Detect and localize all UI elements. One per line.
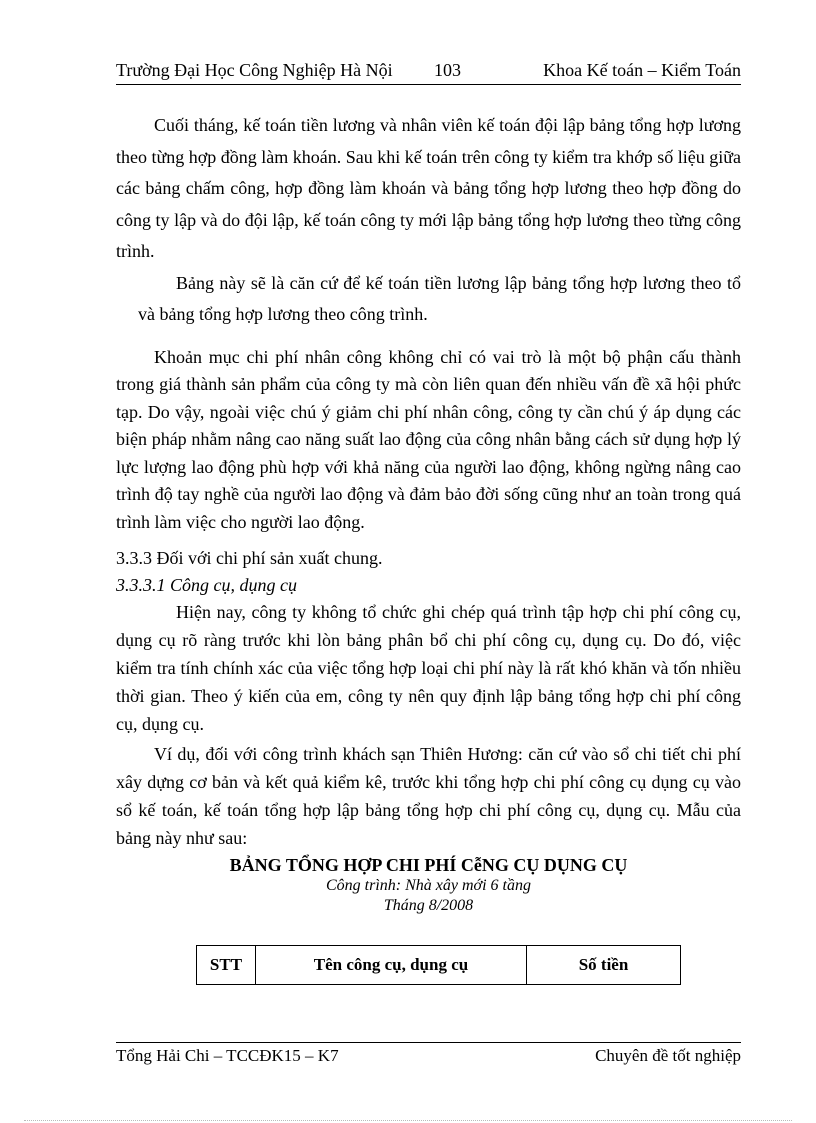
section-heading: 3.3.3 Đối với chi phí sản xuất chung. [116, 548, 383, 568]
document-body [116, 110, 741, 916]
column-header-tool-name: Tên công cụ, dụng cụ [256, 946, 527, 985]
column-header-stt: STT [197, 946, 256, 985]
footer-author: Tổng Hải Chi – TCCĐK15 – K7 [116, 1046, 339, 1065]
paragraph-payroll-summary: Cuối tháng, kế toán tiền lương và nhân viên kế toán đội lập bảng tổng hợp lương theo từng hợp đồng làm khoán. Sau khi kế toán trên công ty kiểm tra khớp số liệu giữa các bảng chấm công, hợp đồng làm khoán và bảng tổng hợp lương theo hợp đồng do công ty lập và do đội lập, kế toán công ty mới lập bảng tổng hợp lương theo từng công trình. [116, 115, 741, 261]
paragraph-tools-current: Hiện nay, công ty không tổ chức ghi chép quá trình tập hợp chi phí công cụ, dụng cụ rõ ràng trước khi lòn bảng phân bổ chi phí công cụ, dụng cụ. Do đó, việc kiểm tra tính chính xác của việc tổng hợp loại chi phí này là rất khó khăn và tốn nhiều thời gian. Theo ý kiến của em, công ty nên quy định lập bảng tổng hợp chi phí công cụ, dụng cụ. [116, 602, 741, 734]
page-header [116, 60, 741, 81]
header-department: Khoa Kế toán – Kiểm Toán [543, 60, 741, 80]
header-rule [116, 84, 741, 85]
footer-rule [116, 1042, 741, 1043]
table-header-row [197, 946, 681, 985]
paragraph-labor-cost: Khoản mục chi phí nhân công không chỉ có vai trò là một bộ phận cấu thành trong giá thành sản phẩm của công ty mà còn liên quan đến nhiều vấn đề xã hội phức tạp. Do vậy, ngoài việc chú ý giảm chi phí nhân công, công ty cần chú ý áp dụng các biện pháp nhằm nâng cao năng suất lao động của công nhân bằng cách sử dụng hợp lý lực lượng lao động phù hợp với khả năng của người lao động, không ngừng nâng cao trình độ tay nghề của người lao động và đảm bảo đời sống cũng như an toàn trong quá trình làm việc cho người lao động. [116, 346, 741, 532]
paragraph-basis: Bảng này sẽ là căn cứ để kế toán tiền lương lập bảng tổng hợp lương theo tổ và bảng tổng hợp lương theo công trình. [138, 272, 741, 324]
table-title: BẢNG TỔNG HỢP CHI PHÍ CễNG CỤ DỤNG CỤ [229, 855, 628, 875]
page-footer [116, 1046, 741, 1066]
header-school: Trường Đại Học Công Nghiệp Hà Nội [116, 60, 393, 80]
table-project: Công trình: Nhà xây mới 6 tầng [326, 877, 531, 894]
table-month: Tháng 8/2008 [383, 897, 474, 914]
tools-cost-table [196, 945, 681, 985]
footer-doc-type: Chuyên đề tốt nghiệp [595, 1046, 741, 1065]
subsection-heading: 3.3.3.1 Công cụ, dụng cụ [116, 575, 297, 595]
column-header-amount: Số tiền [527, 946, 681, 985]
page-bottom-edge [24, 1120, 792, 1121]
paragraph-example: Ví dụ, đối với công trình khách sạn Thiên Hương: căn cứ vào sổ chi tiết chi phí xây dựng cơ bản và kết quả kiểm kê, trước khi tổng hợp chi phí công cụ dụng cụ vào sổ kế toán, kế toán tổng hợp lập bảng tổng hợp chi phí công cụ, dụng cụ. Mẫu của bảng này như sau: [116, 744, 741, 848]
header-page-number: 103 [434, 60, 461, 80]
